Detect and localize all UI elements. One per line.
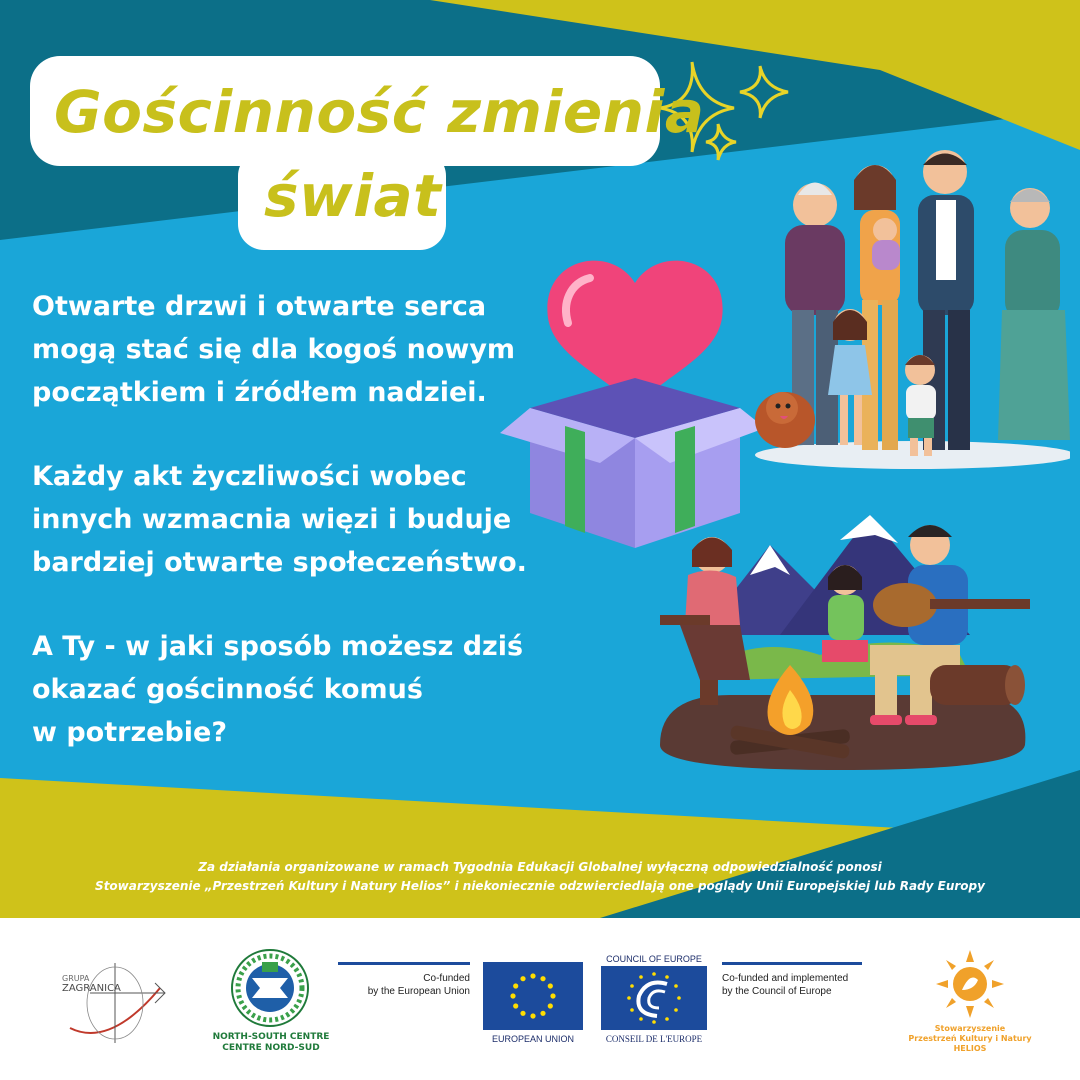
eu-name-label: EUROPEAN UNION <box>491 1034 574 1044</box>
helios-label-line2: Przestrzeń Kultury i Natury <box>908 1034 1032 1043</box>
paragraph-3 <box>32 625 572 754</box>
coe-divider <box>722 962 862 965</box>
disclaimer-line1: Za działania organizowane w ramach Tygodnia Edukacji Globalnej wyłączną odpowiedzialność ponosi <box>198 860 882 874</box>
paragraph-1 <box>32 285 572 414</box>
coe-cofunded-line2: by the Council of Europe <box>722 986 832 997</box>
zagranica-label: ZAGRANICA <box>62 983 121 994</box>
nsc-label <box>212 1032 330 1054</box>
paragraph-line: innych wzmacnia więzi i buduje <box>32 504 512 535</box>
paragraph-line: okazać gościnność komuś <box>32 674 423 705</box>
paragraph-line: mogą stać się dla kogoś nowym <box>32 334 516 365</box>
coe-flag-icon <box>601 966 707 1030</box>
eu-cofunded-label <box>338 972 470 998</box>
eu-cofunded-line1: Co-funded <box>423 973 470 984</box>
paragraph-line: A Ty - w jaki sposób możesz dziś <box>32 631 524 662</box>
nsc-label-line1: NORTH-SOUTH CENTRE <box>212 1032 330 1042</box>
grupa-zagranica-logo <box>50 958 180 1048</box>
page-title-line1: Gościnność zmienia <box>54 78 705 146</box>
coe-top-label: COUNCIL OF EUROPE <box>606 954 702 964</box>
paragraph-line: bardziej otwarte społeczeństwo. <box>32 547 527 578</box>
nsc-label-line2: CENTRE NORD-SUD <box>222 1043 320 1053</box>
helios-label-line3: HELIOS <box>953 1044 987 1053</box>
eu-cofunded-line2: by the European Union <box>367 986 470 997</box>
paragraph-2 <box>32 455 572 584</box>
coe-cofunded-line1: Co-funded and implemented <box>722 973 849 984</box>
paragraph-line: Każdy akt życzliwości wobec <box>32 461 467 492</box>
helios-sun-icon <box>936 950 1004 1018</box>
paragraph-line: w potrzebie? <box>32 717 228 748</box>
family-illustration <box>740 140 1070 470</box>
coe-cofunded-label <box>722 972 882 998</box>
paragraph-line: Otwarte drzwi i otwarte serca <box>32 291 487 322</box>
coe-bottom-label: CONSEIL DE L'EUROPE <box>605 1034 703 1044</box>
page-title-line2: świat <box>264 162 442 230</box>
campfire-illustration <box>640 505 1040 775</box>
north-south-centre-logo <box>218 948 322 1032</box>
helios-label-line1: Stowarzyszenie <box>934 1024 1006 1033</box>
paragraph-line: początkiem i źródłem nadziei. <box>32 377 487 408</box>
disclaimer-line2: Stowarzyszenie „Przestrzeń Kultury i Natury Helios” i niekoniecznie odzwierciedlają one poglądy Unii Europejskiej lub Rady Europy <box>95 879 985 893</box>
disclaimer <box>0 858 1080 896</box>
eu-divider <box>338 962 470 965</box>
zagranica-small-label: GRUPA <box>62 974 90 983</box>
eu-flag-icon <box>483 962 583 1030</box>
helios-label <box>900 1024 1040 1054</box>
body-text <box>32 285 572 795</box>
